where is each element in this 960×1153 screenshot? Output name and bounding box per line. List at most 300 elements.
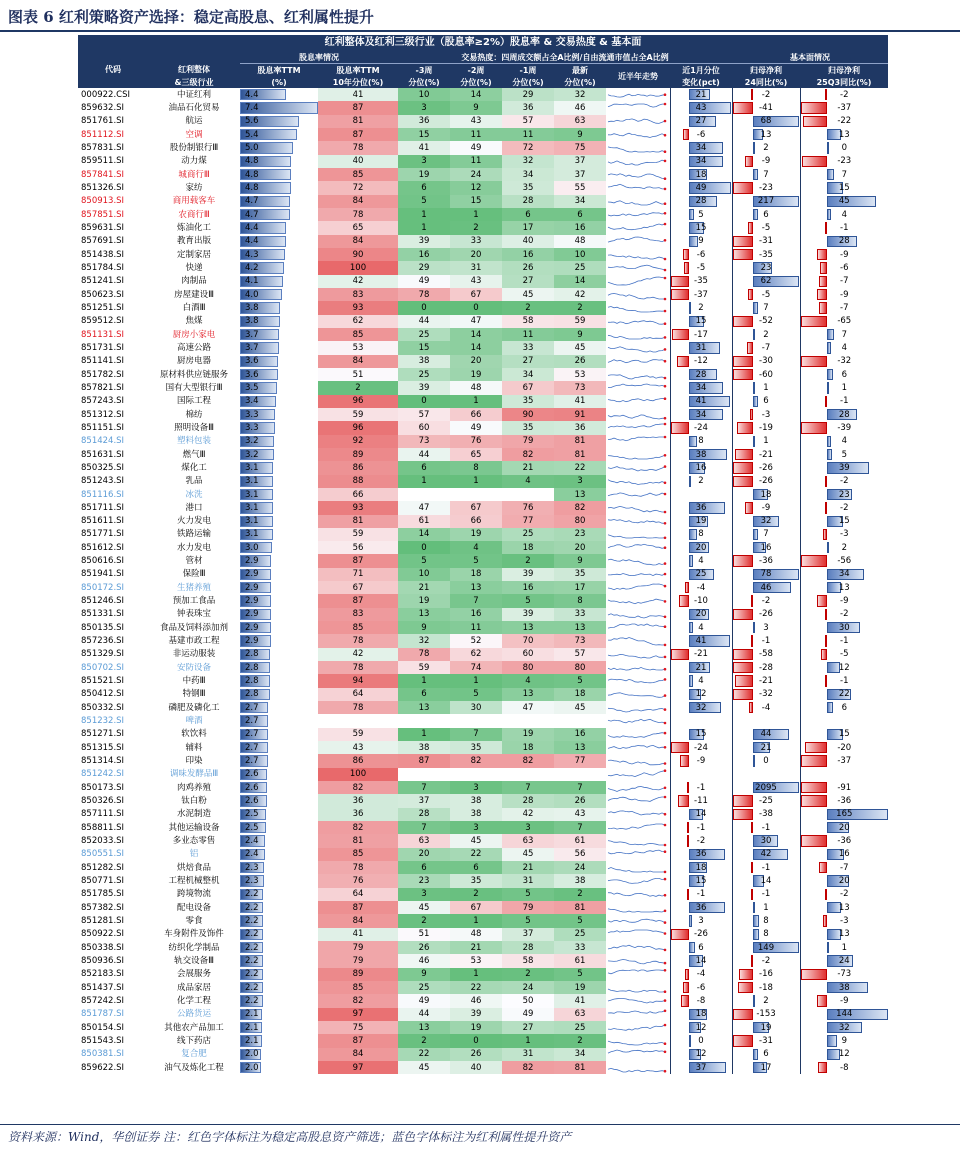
row-netprofit-24-bar: [753, 329, 755, 340]
row-netprofit-25q3-value: 6: [841, 702, 847, 713]
sparkline-last-point: [664, 732, 667, 735]
row-pct-change-value: -4: [696, 969, 706, 980]
row-netprofit-24-value: -41: [759, 102, 773, 113]
row-netprofit-25q3: [800, 235, 888, 248]
trend-sparkline: [606, 102, 668, 114]
row-trade-lt: 81: [554, 448, 606, 461]
trend-sparkline: [606, 142, 668, 154]
row-pct-change-value: 38: [695, 449, 707, 460]
sparkline-path: [608, 520, 665, 524]
table-body: [78, 88, 888, 1074]
row-netprofit-24-bar: [735, 675, 753, 686]
row-div-pct: 75: [318, 1021, 398, 1034]
row-trend-sparkline: [606, 435, 670, 448]
row-trend-sparkline: [606, 341, 670, 354]
sparkline-path: [608, 1041, 665, 1045]
row-netprofit-24: [732, 728, 800, 741]
row-netprofit-24-value: -7: [761, 342, 771, 353]
div-ttm-value: 4.4: [245, 222, 259, 233]
div-ttm-value: 2.2: [245, 995, 259, 1006]
trend-sparkline: [606, 502, 668, 514]
row-div-pct: 62: [318, 315, 398, 328]
row-pct-change-value: 34: [695, 142, 707, 153]
row-pct-change-bar: [687, 835, 689, 846]
row-pct-change: [670, 115, 732, 128]
row-trend-sparkline: [606, 1048, 670, 1061]
row-netprofit-24-value: -23: [759, 182, 773, 193]
row-netprofit-24-value: 3: [763, 622, 769, 633]
row-trade-w3: 36: [398, 115, 450, 128]
row-pct-change-bar: [689, 675, 693, 686]
row-netprofit-24-value: 2: [763, 995, 769, 1006]
row-div-pct: 81: [318, 515, 398, 528]
sparkline-last-point: [664, 969, 667, 972]
row-pct-change-value: 15: [695, 729, 707, 740]
row-netprofit-25q3-value: 13: [838, 902, 850, 913]
row-netprofit-24-value: 0: [763, 756, 769, 767]
row-trade-w3: 25: [398, 368, 450, 381]
trend-sparkline: [606, 702, 668, 714]
row-netprofit-24-value: 17: [760, 1062, 772, 1073]
row-code: 857236.SI: [81, 636, 125, 647]
row-trade-w1: 58: [502, 315, 554, 328]
table-row: [78, 848, 888, 861]
row-div-pct: 51: [318, 368, 398, 381]
trend-sparkline: [606, 422, 668, 434]
row-trade-w3: 0: [398, 541, 450, 554]
row-netprofit-24-bar: [753, 382, 755, 393]
div-ttm-value: 4.7: [245, 196, 259, 207]
row-netprofit-25q3-value: -20: [837, 742, 852, 753]
row-code: 850173.SI: [81, 782, 125, 793]
row-netprofit-25q3: [800, 341, 888, 354]
row-netprofit-25q3-bar: [827, 702, 834, 713]
sparkline-last-point: [664, 360, 667, 363]
row-netprofit-24-value: -52: [759, 316, 773, 327]
row-div-pct: 56: [318, 541, 398, 554]
row-netprofit-24-value: 1: [763, 436, 769, 447]
sparkline-path: [608, 745, 665, 748]
row-trend-sparkline: [606, 408, 670, 421]
row-pct-change-value: -1: [696, 782, 706, 793]
row-trade-w2: 0: [450, 301, 502, 314]
sparkline-last-point: [664, 546, 667, 549]
row-trade-w1: 6: [502, 208, 554, 221]
row-netprofit-24: [732, 594, 800, 607]
row-trade-w2: 30: [450, 701, 502, 714]
row-netprofit-25q3-value: 39: [838, 462, 850, 473]
row-code: 850702.SI: [81, 662, 125, 673]
row-pct-change-value: -4: [696, 582, 706, 593]
row-netprofit-24: [732, 208, 800, 221]
row-pct-change: [670, 648, 732, 661]
row-div-pct: 89: [318, 968, 398, 981]
row-div-pct: 71: [318, 568, 398, 581]
row-netprofit-24-bar: [751, 635, 753, 646]
trend-sparkline: [606, 289, 668, 301]
row-code: 850172.SI: [81, 582, 125, 593]
row-pct-change-value: -35: [694, 276, 708, 287]
row-netprofit-24-value: -26: [759, 476, 773, 487]
sparkline-last-point: [664, 385, 667, 388]
row-netprofit-24-bar: [733, 102, 753, 113]
row-pct-change: [670, 248, 732, 261]
table-row: [78, 541, 888, 554]
row-netprofit-24-bar: [753, 142, 755, 153]
row-netprofit-25q3-bar: [819, 302, 827, 313]
row-trade-lt: 16: [554, 728, 606, 741]
row-industry: 管材: [185, 556, 203, 567]
row-trend-sparkline: [606, 195, 670, 208]
sparkline-last-point: [664, 336, 667, 339]
row-pct-change-value: 34: [695, 382, 707, 393]
row-div-ttm: [240, 954, 318, 967]
sparkline-last-point: [664, 212, 667, 215]
row-trade-w3: 32: [398, 634, 450, 647]
row-div-ttm: [240, 115, 318, 128]
sparkline-path: [608, 437, 665, 441]
row-trade-w3: 38: [398, 355, 450, 368]
row-trade-w1: 50: [502, 994, 554, 1007]
table-row: [78, 155, 888, 168]
row-industry: 动力煤: [181, 156, 207, 167]
div-ttm-value: 4.8: [245, 169, 259, 180]
row-div-pct: 78: [318, 208, 398, 221]
trend-sparkline: [606, 275, 668, 287]
table-row: [78, 808, 888, 821]
row-netprofit-25q3-value: -2: [840, 889, 849, 900]
row-trade-lt: 73: [554, 634, 606, 647]
row-netprofit-24-value: 16: [760, 542, 772, 553]
row-code: 851112.SI: [81, 129, 125, 140]
row-pct-change: [670, 275, 732, 288]
row-netprofit-24: [732, 1021, 800, 1034]
row-netprofit-25q3: [800, 901, 888, 914]
row-div-ttm: [240, 408, 318, 421]
row-netprofit-24-bar: [749, 702, 752, 713]
row-trade-w3: 1: [398, 475, 450, 488]
row-netprofit-24-bar: [753, 995, 755, 1006]
row-netprofit-24-bar: [735, 449, 753, 460]
row-trade-w3: 7: [398, 821, 450, 834]
table-row: [78, 328, 888, 341]
row-netprofit-24-bar: [733, 236, 753, 247]
row-code: 850623.SI: [81, 289, 125, 300]
row-netprofit-25q3: [800, 1008, 888, 1021]
div-ttm-value: 2.2: [245, 982, 259, 993]
header-w1: -1周: [502, 64, 554, 77]
sparkline-path: [608, 733, 665, 738]
trend-sparkline: [606, 435, 668, 447]
row-div-ttm: [240, 634, 318, 647]
row-pct-change-value: 15: [695, 876, 707, 887]
row-div-pct: 65: [318, 221, 398, 234]
table-row: [78, 861, 888, 874]
row-netprofit-25q3-value: -9: [840, 995, 849, 1006]
row-trend-sparkline: [606, 128, 670, 141]
row-netprofit-24: [732, 674, 800, 687]
row-netprofit-24-bar: [753, 569, 800, 580]
row-netprofit-24-value: 68: [760, 116, 772, 127]
row-netprofit-24-value: -21: [759, 676, 773, 687]
row-pct-change-bar: [677, 356, 689, 367]
trend-sparkline: [606, 462, 668, 474]
row-trade-lt: 75: [554, 141, 606, 154]
row-code: 850913.SI: [81, 196, 125, 207]
row-netprofit-25q3-value: -1: [840, 396, 849, 407]
row-trade-w3: 6: [398, 861, 450, 874]
div-ttm-value: 3.3: [245, 422, 259, 433]
row-trend-sparkline: [606, 728, 670, 741]
row-trend-sparkline: [606, 634, 670, 647]
row-netprofit-24-bar: [753, 116, 800, 127]
row-netprofit-24-bar: [733, 182, 752, 193]
trend-sparkline: [606, 222, 668, 234]
row-code: 850616.SI: [81, 556, 125, 567]
row-industry: 快递: [185, 262, 203, 273]
row-pct-change-value: 6: [698, 942, 704, 953]
row-pct-change-value: 8: [698, 529, 704, 540]
row-netprofit-24-value: 2095: [755, 782, 777, 793]
row-pct-change-bar: [684, 262, 689, 273]
row-div-ttm: [240, 528, 318, 541]
row-div-pct: 87: [318, 554, 398, 567]
row-pct-change-value: 20: [695, 542, 707, 553]
row-netprofit-25q3-value: 16: [838, 849, 850, 860]
row-trade-lt: 20: [554, 541, 606, 554]
row-trade-lt: 7: [554, 781, 606, 794]
table-row: [78, 275, 888, 288]
row-trade-w1: 21: [502, 861, 554, 874]
row-netprofit-25q3-bar: [801, 969, 827, 980]
sparkline-path: [608, 693, 665, 698]
row-netprofit-24-value: 78: [760, 569, 772, 580]
row-div-pct: 94: [318, 674, 398, 687]
row-trade-lt: 82: [554, 501, 606, 514]
row-div-ttm: [240, 608, 318, 621]
table-row: [78, 621, 888, 634]
row-netprofit-25q3-bar: [827, 1049, 840, 1060]
sparkline-last-point: [664, 203, 667, 206]
row-div-pct: 66: [318, 488, 398, 501]
row-trade-w2: 82: [450, 754, 502, 767]
row-trade-w2: 26: [450, 1048, 502, 1061]
row-div-pct: 59: [318, 408, 398, 421]
row-pct-change-bar: [689, 555, 693, 566]
trend-sparkline: [606, 1022, 668, 1034]
row-code: 851312.SI: [81, 409, 125, 420]
row-code: 851315.SI: [81, 742, 125, 753]
row-netprofit-24-bar: [733, 476, 753, 487]
sparkline-path: [608, 1050, 665, 1053]
row-div-ttm: [240, 261, 318, 274]
row-trade-w1: 11: [502, 328, 554, 341]
row-industry: 股份制银行Ⅲ: [169, 142, 219, 153]
row-code: 851314.SI: [81, 756, 125, 767]
row-netprofit-24: [732, 275, 800, 288]
row-trade-lt: 36: [554, 421, 606, 434]
row-div-pct: 81: [318, 115, 398, 128]
table-row: [78, 261, 888, 274]
row-trade-w3: 1: [398, 674, 450, 687]
row-netprofit-25q3-bar: [817, 995, 827, 1006]
row-code: 859511.SI: [81, 156, 125, 167]
row-netprofit-24: [732, 688, 800, 701]
table-row: [78, 195, 888, 208]
row-pct-change-value: 37: [695, 1062, 707, 1073]
div-ttm-value: 5.0: [245, 142, 259, 153]
table-row: [78, 594, 888, 607]
row-netprofit-25q3-value: 13: [838, 129, 850, 140]
row-code: 859512.SI: [81, 316, 125, 327]
row-trade-lt: 2: [554, 1034, 606, 1047]
row-trade-w2: 67: [450, 901, 502, 914]
row-netprofit-24-bar: [753, 209, 758, 220]
row-trend-sparkline: [606, 821, 670, 834]
row-trade-w2: 18: [450, 568, 502, 581]
row-netprofit-25q3-bar: [827, 436, 831, 447]
row-div-pct: 82: [318, 781, 398, 794]
row-industry: 特钢Ⅲ: [182, 689, 206, 700]
row-netprofit-25q3-value: -56: [837, 556, 852, 567]
row-trade-lt: 18: [554, 688, 606, 701]
row-trade-w3: 73: [398, 435, 450, 448]
row-div-pct: 78: [318, 701, 398, 714]
row-trade-w1: 58: [502, 954, 554, 967]
row-pct-change: [670, 981, 732, 994]
row-netprofit-25q3: [800, 395, 888, 408]
row-industry: 零食: [185, 916, 203, 926]
row-div-ttm: [240, 435, 318, 448]
header-w3-unit: 分位(%): [398, 76, 450, 88]
row-netprofit-24: [732, 701, 800, 714]
row-pct-change: [670, 994, 732, 1007]
row-netprofit-24-bar: [733, 369, 753, 380]
div-ttm-value: 2.1: [245, 1022, 259, 1033]
row-trade-w3: 28: [398, 808, 450, 821]
row-trade-lt: 73: [554, 381, 606, 394]
row-netprofit-25q3-bar: [801, 835, 827, 846]
row-netprofit-25q3: [800, 328, 888, 341]
row-netprofit-24-value: -9: [761, 156, 771, 167]
trend-sparkline: [606, 782, 668, 794]
row-div-pct: 87: [318, 594, 398, 607]
row-trend-sparkline: [606, 554, 670, 567]
row-trend-sparkline: [606, 168, 670, 181]
row-pct-change: [670, 754, 732, 767]
row-netprofit-24: [732, 621, 800, 634]
row-netprofit-24-value: -25: [759, 796, 773, 807]
row-div-ttm: [240, 355, 318, 368]
trend-sparkline: [606, 928, 668, 940]
row-netprofit-25q3-value: -2: [840, 502, 849, 513]
row-trade-lt: 61: [554, 954, 606, 967]
div-ttm-value: 3.2: [245, 449, 259, 460]
sparkline-last-point: [664, 310, 667, 313]
div-ttm-value: 3.8: [245, 302, 259, 313]
row-netprofit-25q3-value: 22: [838, 689, 850, 700]
row-div-ttm: [240, 861, 318, 874]
row-trade-w3: 13: [398, 701, 450, 714]
div-ttm-value: 2.7: [245, 742, 259, 753]
row-code: 851771.SI: [81, 529, 125, 540]
row-netprofit-25q3: [800, 768, 888, 781]
sparkline-last-point: [664, 668, 667, 671]
row-netprofit-25q3-value: 165: [836, 809, 853, 820]
row-netprofit-25q3-value: 13: [838, 929, 850, 940]
row-netprofit-24-bar: [739, 969, 752, 980]
row-div-pct: 83: [318, 288, 398, 301]
row-netprofit-25q3: [800, 288, 888, 301]
row-netprofit-24-value: 149: [757, 942, 775, 953]
row-netprofit-25q3-bar: [827, 369, 834, 380]
trend-sparkline: [606, 982, 668, 994]
row-div-pct: 36: [318, 808, 398, 821]
row-netprofit-25q3: [800, 941, 888, 954]
row-trade-lt: 16: [554, 221, 606, 234]
row-netprofit-25q3-value: 30: [838, 622, 850, 633]
row-netprofit-24: [732, 141, 800, 154]
row-netprofit-25q3: [800, 355, 888, 368]
row-trend-sparkline: [606, 1021, 670, 1034]
row-trend-sparkline: [606, 115, 670, 128]
row-pct-change: [670, 1048, 732, 1061]
row-div-pct: 85: [318, 981, 398, 994]
row-trade-w1: [502, 488, 554, 501]
row-div-ttm: [240, 208, 318, 221]
row-netprofit-24-value: -60: [759, 369, 773, 380]
row-netprofit-24: [732, 435, 800, 448]
div-ttm-value: 2.6: [245, 782, 259, 793]
row-pct-change-value: 41: [695, 636, 707, 647]
row-netprofit-25q3-bar: [802, 156, 827, 167]
row-div-ttm: [240, 834, 318, 847]
row-trade-w2: 43: [450, 115, 502, 128]
row-netprofit-25q3-value: -7: [840, 276, 849, 287]
row-trade-lt: 32: [554, 88, 606, 101]
row-trade-w1: 45: [502, 848, 554, 861]
row-trade-w3: 44: [398, 448, 450, 461]
table-row: [78, 461, 888, 474]
row-pct-change: [670, 541, 732, 554]
row-div-pct: 79: [318, 954, 398, 967]
div-ttm-value: 2.9: [245, 569, 259, 580]
row-trade-lt: 38: [554, 874, 606, 887]
row-netprofit-24-bar: [733, 795, 753, 806]
row-pct-change: [670, 408, 732, 421]
row-netprofit-25q3: [800, 315, 888, 328]
sparkline-path: [608, 760, 665, 765]
sparkline-path: [608, 184, 665, 189]
row-trade-w2: 16: [450, 608, 502, 621]
row-netprofit-25q3-bar: [827, 209, 831, 220]
row-trade-w1: 45: [502, 288, 554, 301]
row-pct-change-value: -6: [696, 129, 706, 140]
row-netprofit-24-bar: [751, 862, 753, 873]
row-netprofit-24-value: 23: [760, 262, 772, 273]
row-pct-change-bar: [689, 1062, 727, 1073]
header-w2-unit: 分位(%): [450, 76, 502, 88]
row-code: 858811.SI: [81, 822, 125, 833]
row-trade-lt: 61: [554, 834, 606, 847]
row-div-pct: 85: [318, 328, 398, 341]
row-trade-lt: 48: [554, 235, 606, 248]
row-trend-sparkline: [606, 448, 670, 461]
row-netprofit-24-value: 6: [763, 396, 769, 407]
top-rule: [0, 30, 960, 32]
row-netprofit-24: [732, 395, 800, 408]
sparkline-last-point: [664, 376, 667, 379]
